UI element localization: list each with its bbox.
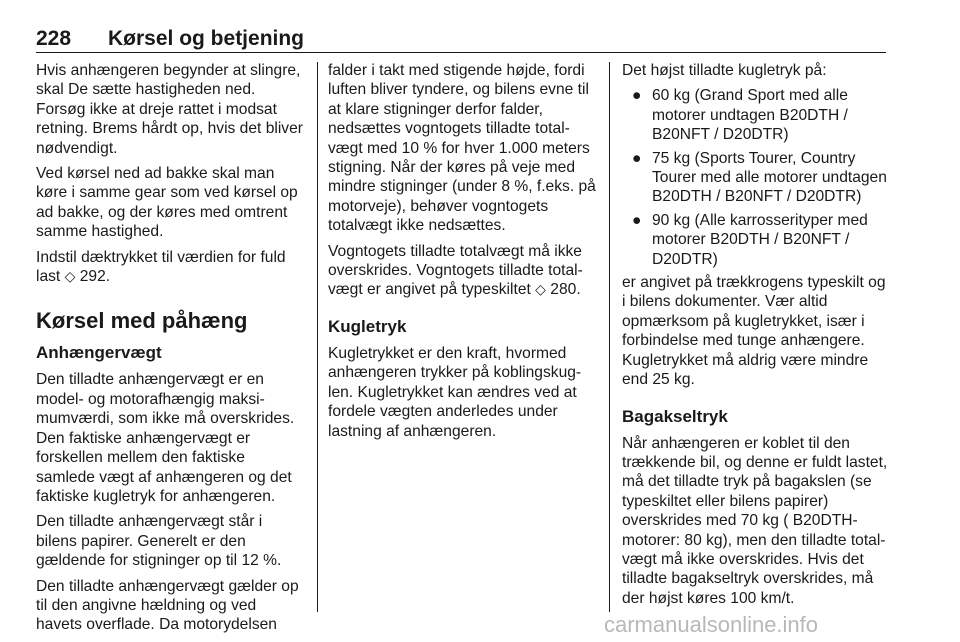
list-item <box>622 149 892 207</box>
list-item-text: 75 kg (Sports Tourer, Country Tourer med alle motorer undtagen B20DTH / B20NFT / D20DTR) <box>652 149 887 206</box>
page-reference-link[interactable]: 292. <box>79 268 111 286</box>
section-title: Kørsel og betjening <box>108 27 305 50</box>
paragraph <box>36 248 306 287</box>
paragraph: Hvis anhængeren begynder at slingre, skal De sætte hastigheden ned. Forsøg ikke at dreje rattet i modsat retning. Brems hårdt op, hvis det bliver nødvendigt. <box>36 62 303 157</box>
heading-rear-axle-load: Bagakseltryk <box>622 406 728 426</box>
column-divider <box>609 62 610 612</box>
paragraph: Den tilladte anhængervægt er en model- og motorafhængig maksimumværdi, som ikke må overskrides. Den faktiske anhængervægt er forskellen mellem den faktiske samlede vægt af anhængeren og det faktiske kugletryk for anhængeren. <box>36 371 295 505</box>
list-item <box>622 211 892 269</box>
list-item-text: 60 kg (Grand Sport med alle motorer undtagen B20DTH / B20NFT / D20DTR) <box>652 87 848 144</box>
paragraph: Når anhængeren er koblet til den trækkende bil, og denne er fuldt lastet, må det tilladte tryk på bagakslen (se typeskiltet eller bilens papirer) overskrides med 70 kg ( B20DTH-motorer: 80 kg), men den tilladte totalvægt må ikke overskrides. Hvis det tilladte bagakseltryk overskrides, må der højst køres 100 km/t. <box>622 434 888 607</box>
bullet-icon: ● <box>632 211 642 229</box>
watermark: carmanualsonline.info <box>604 612 819 637</box>
paragraph: Ved kørsel ned ad bakke skal man køre i samme gear som ved kørsel op ad bakke, og der køres med omtrent samme hastighed. <box>36 165 298 241</box>
paragraph <box>328 242 598 300</box>
column-divider <box>317 62 318 612</box>
paragraph: Den tilladte anhængervægt står i bilens papirer. Generelt er den gældende for stigninger op til 12 %. <box>36 513 282 570</box>
bullet-icon: ● <box>632 149 642 167</box>
page-number: 228 <box>36 27 72 50</box>
arrow-ref-icon: ◇ <box>64 268 76 285</box>
paragraph-text: Indstil dæktrykket til værdien for fuld last <box>36 248 286 286</box>
bullet-list <box>622 86 892 269</box>
paragraph-text: Vogntogets tilladte totalvægt må ikke overskrides. Vogntogets tilladte totalvægt er angivet på typeskiltet <box>328 242 583 299</box>
column-1 <box>36 61 306 641</box>
page-reference-link[interactable]: 280. <box>550 281 581 299</box>
column-3 <box>622 61 892 614</box>
heading-tongue-load: Kugletryk <box>328 316 407 336</box>
page-header <box>36 26 886 53</box>
arrow-ref-icon: ◇ <box>535 281 546 298</box>
heading-towing: Kørsel med påhæng <box>36 308 248 334</box>
paragraph: Kugletrykket er den kraft, hvormed anhængeren trykker på koblingskuglen. Kugletrykket kan ændres ved at fordele vægten anderledes under lastning af anhængeren. <box>328 344 582 440</box>
column-2 <box>328 61 598 447</box>
paragraph: falder i takt med stigende højde, fordi luften bliver tyndere, og bilens evne til at klare stigninger derfor falder, nedsættes vogntogets tilladte totalvægt med 10 % for hver 1.000 meters stigning. Når der køres på veje med mindre stigninger (under 8 %, f.eks. på motorveje), behøver vogntogets totalvægt ikke nedsættes. <box>328 62 596 235</box>
paragraph: Den tilladte anhængervægt gælder op til den angivne hældning og ved havets overflade. Da motorydelsen <box>36 577 299 634</box>
list-item-text: 90 kg (Alle karrosserityper med motorer B20DTH / B20NFT / D20DTR) <box>652 211 868 268</box>
paragraph: Det højst tilladte kugletryk på: <box>622 62 827 79</box>
list-item <box>622 86 892 144</box>
paragraph: er angivet på trækkrogens typeskilt og i bilens dokumenter. Vær altid opmærksom på kugletrykket, især i forbindelse med tunge anhængere. Kugletrykket må aldrig være mindre end 25 kg. <box>622 274 886 389</box>
heading-trailer-weight: Anhængervægt <box>36 343 162 363</box>
bullet-icon: ● <box>632 87 642 105</box>
